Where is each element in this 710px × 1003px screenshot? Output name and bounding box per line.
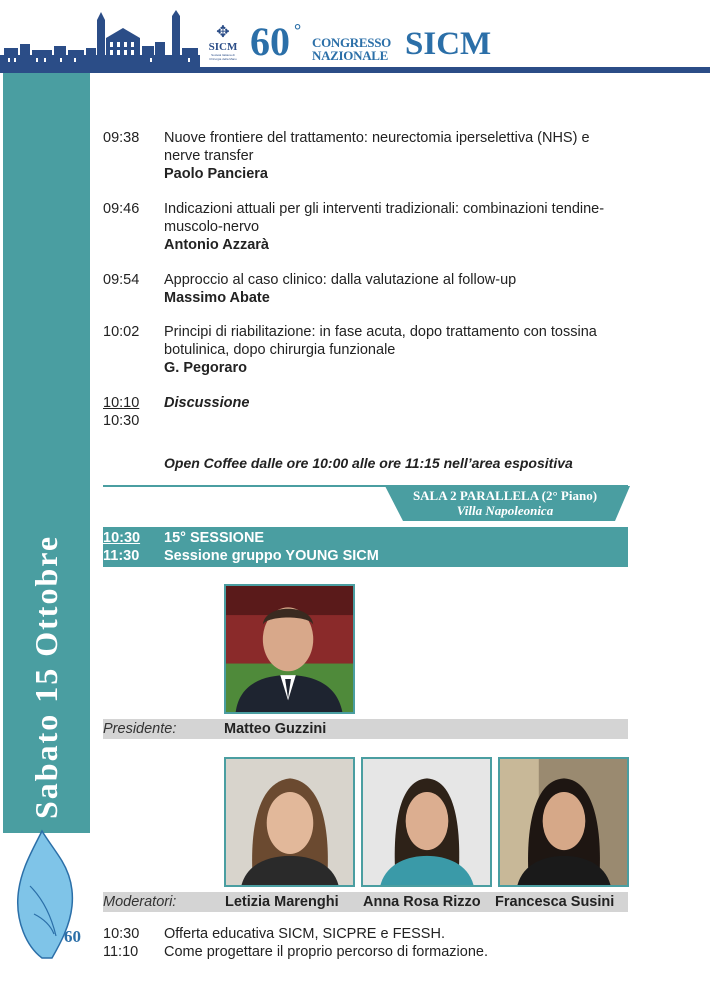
city-skyline-illustration bbox=[0, 10, 200, 70]
congress-word-2: NAZIONALE bbox=[312, 48, 389, 63]
talk-title: Approccio al caso clinico: dalla valutazione al follow-up bbox=[164, 272, 517, 288]
final-talk-line-2: Come progettare il proprio percorso di formazione. bbox=[164, 944, 488, 960]
talk-time: 10:02 bbox=[103, 324, 140, 340]
moderators-row bbox=[103, 892, 628, 912]
header-divider bbox=[0, 67, 710, 73]
talk-speaker: G. Pegoraro bbox=[164, 360, 247, 376]
moderator-photo bbox=[498, 757, 629, 887]
moderator-name: Anna Rosa Rizzo bbox=[363, 894, 481, 910]
page-number: 60 bbox=[64, 927, 81, 946]
congress-number: 60 bbox=[250, 19, 290, 64]
discussion-time-start: 10:10 bbox=[103, 395, 140, 411]
date-side-band bbox=[3, 73, 90, 833]
session-header bbox=[103, 527, 628, 567]
final-talk-time-start: 10:30 bbox=[103, 926, 140, 942]
president-photo bbox=[224, 584, 355, 714]
session-name: Sessione gruppo YOUNG SICM bbox=[164, 548, 379, 564]
talk-title: Indicazioni attuali per gli interventi tradizionali: combinazioni tendine-muscolo-nervo bbox=[164, 201, 605, 235]
moderator-name: Francesca Susini bbox=[495, 894, 615, 910]
session-time-end: 11:30 bbox=[103, 548, 140, 564]
sicm-logo bbox=[205, 24, 241, 68]
session-number: 15° SESSIONE bbox=[164, 530, 265, 546]
talk-speaker: Paolo Panciera bbox=[164, 166, 268, 182]
talk-title: Nuove frontiere del trattamento: neurectomia iperselettiva (NHS) e nerve transfer bbox=[164, 130, 590, 164]
talk-title: Principi di riabilitazione: in fase acuta, dopo trattamento con tossina botulinica, dopo chirurgia funzionale bbox=[164, 324, 597, 358]
room-banner bbox=[395, 488, 615, 518]
talk-item bbox=[103, 200, 623, 256]
room-venue: Villa Napoleonica bbox=[456, 503, 554, 518]
final-talk-line-1: Offerta educativa SICM, SICPRE e FESSH. bbox=[164, 926, 445, 942]
discussion-item bbox=[103, 394, 623, 432]
talk-time: 09:54 bbox=[103, 272, 140, 288]
moderators-label: Moderatori: bbox=[103, 894, 177, 910]
talk-item bbox=[103, 323, 623, 379]
room-name: SALA 2 PARALLELA (2° Piano) bbox=[412, 488, 598, 503]
talk-speaker: Massimo Abate bbox=[164, 290, 270, 306]
session-time-start: 10:30 bbox=[103, 530, 141, 546]
final-talk-time-end: 11:10 bbox=[103, 944, 139, 960]
side-date-title: Sabato 15 Ottobre bbox=[28, 534, 64, 819]
sicm-logo-subtext: Società Italiana di Chirurgia della Mano bbox=[209, 53, 237, 61]
congress-word-3: SICM bbox=[405, 26, 492, 62]
coffee-break-note: Open Coffee dalle ore 10:00 alle ore 11:15 nell’area espositiva bbox=[164, 455, 573, 471]
discussion-title: Discussione bbox=[164, 395, 250, 411]
sicm-logo-text: SICM bbox=[208, 41, 238, 53]
talk-item bbox=[103, 129, 623, 185]
president-name: Matteo Guzzini bbox=[224, 721, 327, 737]
congress-degree: ° bbox=[294, 20, 302, 40]
congress-word-1: CONGRESSO bbox=[312, 35, 391, 50]
talk-item bbox=[103, 271, 623, 309]
sicm-emblem-icon: ✥ bbox=[216, 24, 230, 41]
talk-time: 09:38 bbox=[103, 130, 140, 146]
talk-time: 09:46 bbox=[103, 201, 140, 217]
page-header bbox=[0, 0, 710, 80]
discussion-time-end: 10:30 bbox=[103, 413, 140, 429]
president-row bbox=[103, 719, 628, 739]
moderator-photo bbox=[224, 757, 355, 887]
moderator-photo bbox=[361, 757, 492, 887]
president-label: Presidente: bbox=[103, 721, 177, 737]
moderator-name: Letizia Marenghi bbox=[225, 894, 339, 910]
talk-speaker: Antonio Azzarà bbox=[164, 237, 269, 253]
